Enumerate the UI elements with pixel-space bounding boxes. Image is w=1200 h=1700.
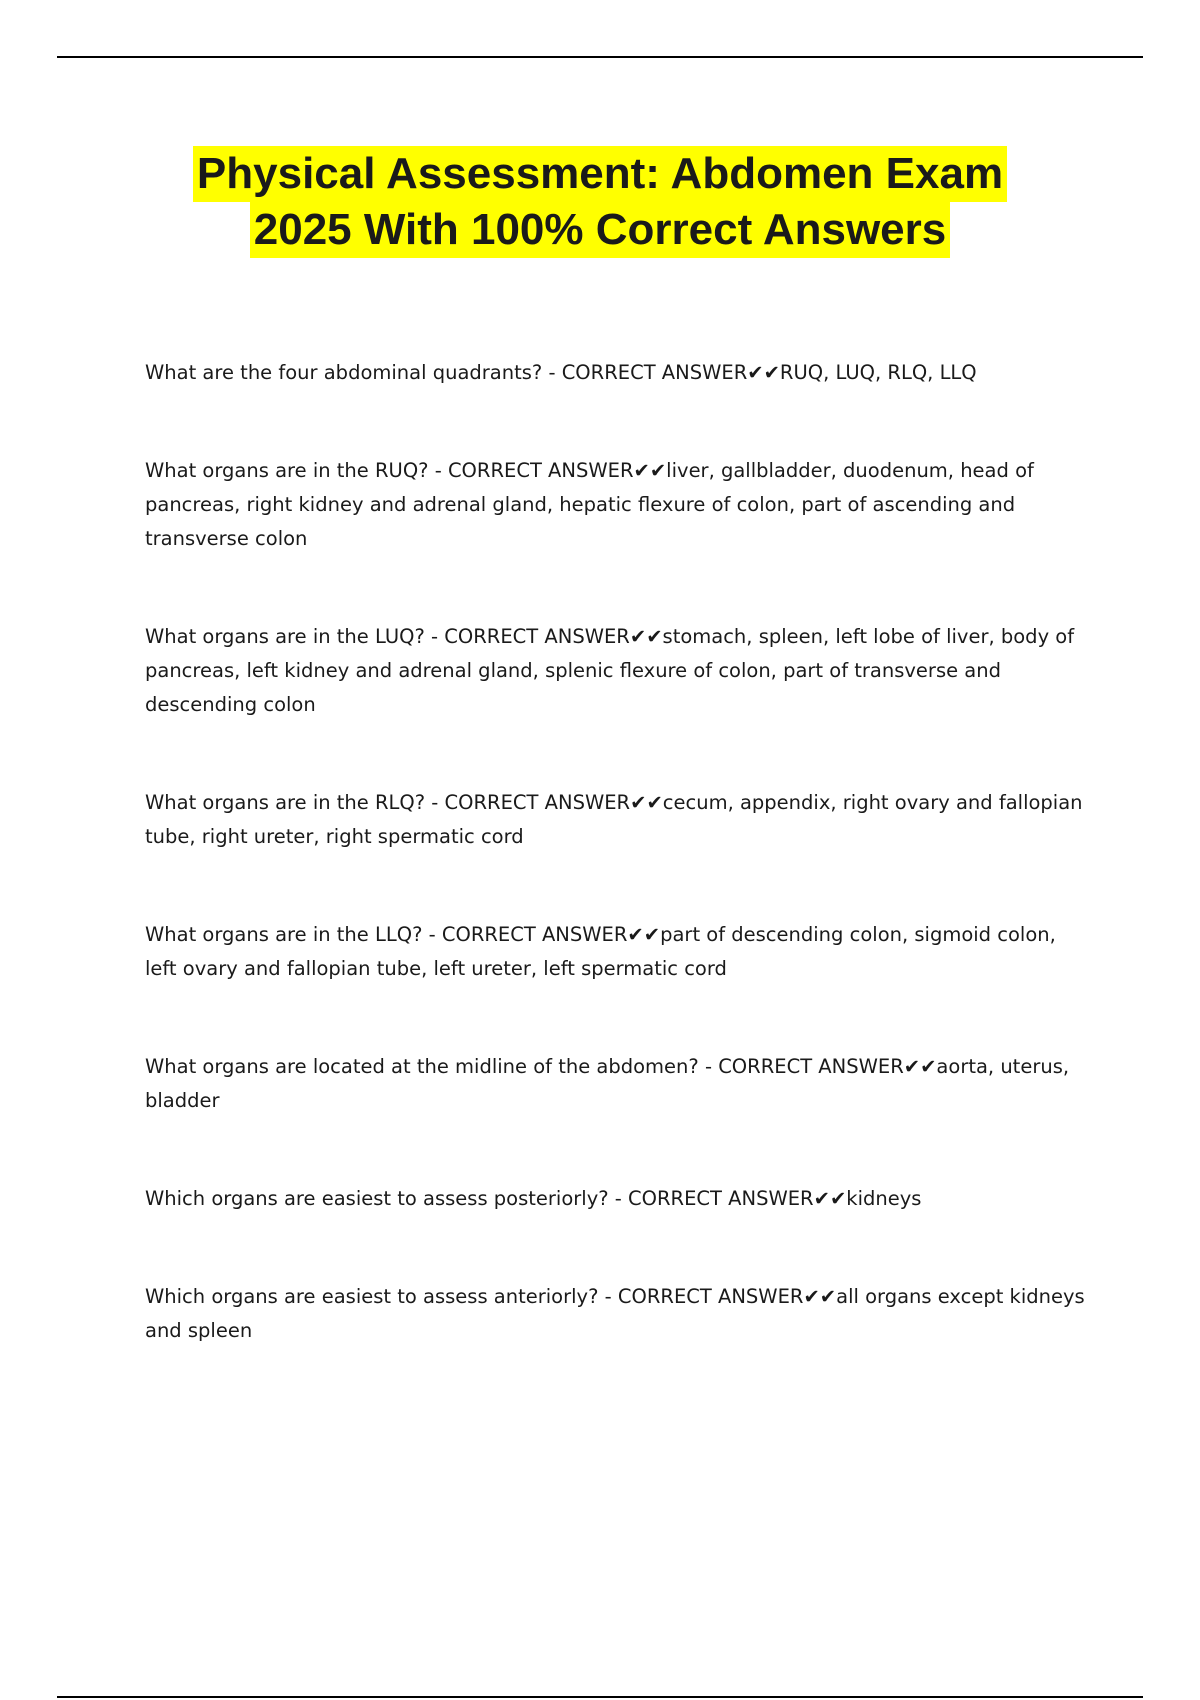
qa-item-luq: What organs are in the LUQ? - CORRECT ANSWER✔✔stomach, spleen, left lobe of liver, body of pancreas, left kidney and adrenal gland, splenic flexure of colon, part of transverse and descending colon [145,625,1075,716]
qa-item-rlq: What organs are in the RLQ? - CORRECT ANSWER✔✔cecum, appendix, right ovary and fallopian tube, right ureter, right spermatic cord [145,791,1083,848]
title-line-2: 2025 With 100% Correct Answers [250,202,950,258]
qa-item-anterior: Which organs are easiest to assess anteriorly? - CORRECT ANSWER✔✔all organs except kidneys and spleen [145,1285,1085,1342]
title-line-1: Physical Assessment: Abdomen Exam [193,146,1007,202]
footer-rule [57,1696,1143,1698]
qa-item-quadrants: What are the four abdominal quadrants? - CORRECT ANSWER✔✔RUQ, LUQ, RLQ, LLQ [145,361,977,384]
qa-item-ruq: What organs are in the RUQ? - CORRECT ANSWER✔✔liver, gallbladder, duodenum, head of pancreas, right kidney and adrenal gland, hepatic flexure of colon, part of ascending and transverse colon [145,459,1034,550]
qa-item-midline: What organs are located at the midline of the abdomen? - CORRECT ANSWER✔✔aorta, uterus, bladder [145,1055,1070,1112]
header-rule [57,56,1143,58]
qa-item-posterior: Which organs are easiest to assess posteriorly? - CORRECT ANSWER✔✔kidneys [145,1187,922,1210]
qa-list [145,356,1090,1348]
qa-item-llq: What organs are in the LLQ? - CORRECT ANSWER✔✔part of descending colon, sigmoid colon, left ovary and fallopian tube, left ureter, left spermatic cord [145,923,1056,980]
document-title [100,146,1100,258]
